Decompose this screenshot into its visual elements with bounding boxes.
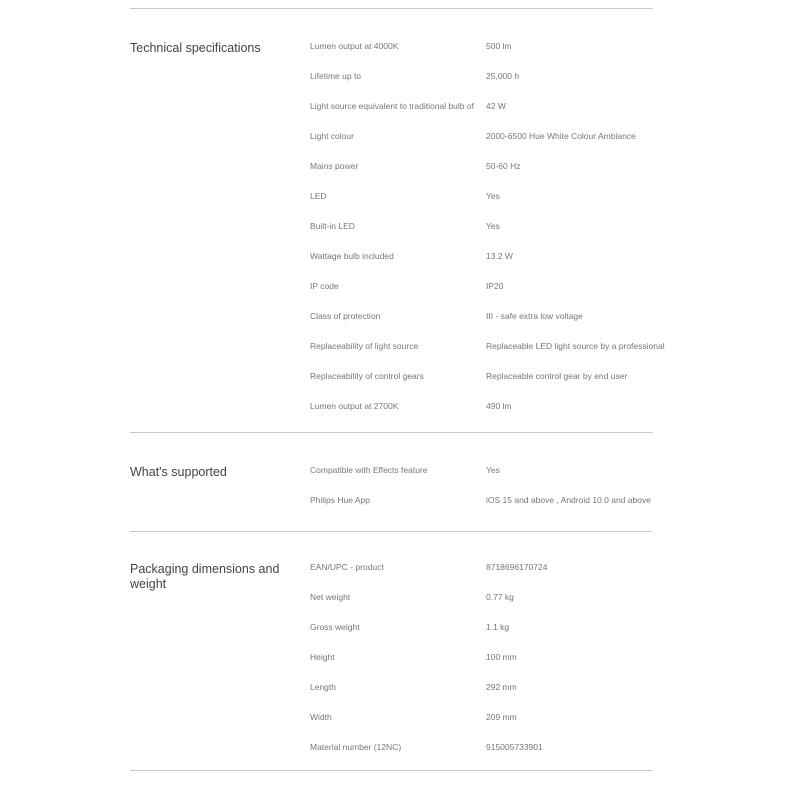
spec-value: IP20 — [486, 281, 504, 291]
spec-row — [310, 340, 665, 370]
spec-row — [310, 651, 653, 681]
spec-value: 500 lm — [486, 41, 512, 51]
section-divider — [130, 531, 653, 532]
spec-row — [310, 591, 653, 621]
spec-label: Light colour — [310, 131, 354, 141]
spec-label: IP code — [310, 281, 339, 291]
spec-label: Wattage bulb included — [310, 251, 394, 261]
spec-list — [310, 464, 653, 524]
spec-value: 13.2 W — [486, 251, 513, 261]
spec-row — [310, 280, 665, 310]
spec-row — [310, 561, 653, 591]
spec-label: Lifetime up to — [310, 71, 362, 81]
spec-row — [310, 160, 665, 190]
spec-label: Width — [310, 712, 332, 722]
spec-value: 915005733901 — [486, 742, 543, 752]
spec-row — [310, 220, 665, 250]
section-title: Packaging dimensions and weight — [130, 562, 280, 591]
spec-row — [310, 494, 653, 524]
section-title: Technical specifications — [130, 41, 261, 55]
spec-row — [310, 464, 653, 494]
spec-value: Replaceable LED light source by a professional — [486, 341, 665, 351]
spec-value: Yes — [486, 191, 500, 201]
spec-value: 8718696170724 — [486, 562, 548, 572]
section-divider — [130, 432, 653, 433]
spec-label: Gross weight — [310, 622, 360, 632]
spec-label: Mains power — [310, 161, 359, 171]
section-divider — [130, 8, 653, 9]
spec-label: Lumen output at 2700K — [310, 401, 399, 411]
spec-row — [310, 310, 665, 340]
section-title: What's supported — [130, 465, 227, 479]
section-packaging-dimensions — [130, 561, 653, 771]
section-technical-specifications — [130, 40, 665, 430]
spec-label: Compatible with Effects feature — [310, 465, 428, 475]
spec-label: Philips Hue App — [310, 495, 371, 505]
spec-value: III - safe extra low voltage — [486, 311, 583, 321]
spec-label: Replaceability of control gears — [310, 371, 424, 381]
spec-row — [310, 711, 653, 741]
spec-value: 209 mm — [486, 712, 517, 722]
spec-row — [310, 40, 665, 70]
spec-value: Replaceable control gear by end user — [486, 371, 628, 381]
spec-label: Lumen output at 4000K — [310, 41, 399, 51]
spec-row — [310, 370, 665, 400]
spec-row — [310, 621, 653, 651]
spec-value: 490 lm — [486, 401, 512, 411]
spec-value: 0.77 kg — [486, 592, 514, 602]
spec-label: Net weight — [310, 592, 351, 602]
spec-label: Height — [310, 652, 335, 662]
spec-row — [310, 70, 665, 100]
spec-row — [310, 130, 665, 160]
spec-label: Light source equivalent to traditional bulb of — [310, 101, 474, 111]
spec-value: 25,000 h — [486, 71, 520, 81]
spec-value: 2000-6500 Hue White Colour Ambiance — [486, 131, 636, 141]
specifications-panel — [130, 0, 665, 771]
section-whats-supported — [130, 464, 653, 524]
spec-row — [310, 681, 653, 711]
spec-row — [310, 190, 665, 220]
spec-label: EAN/UPC - product — [310, 562, 384, 572]
spec-row — [310, 100, 665, 130]
spec-value: 1.1 kg — [486, 622, 510, 632]
spec-label: Material number (12NC) — [310, 742, 402, 752]
spec-value: Yes — [486, 221, 500, 231]
spec-value: Yes — [486, 465, 500, 475]
spec-list — [310, 561, 653, 771]
spec-value: 100 mm — [486, 652, 517, 662]
spec-label: Built-in LED — [310, 221, 355, 231]
spec-label: Length — [310, 682, 336, 692]
spec-label: Class of protection — [310, 311, 381, 321]
spec-value: 42 W — [486, 101, 506, 111]
spec-value: 50-60 Hz — [486, 161, 521, 171]
spec-row — [310, 741, 653, 771]
spec-label: Replaceability of light source — [310, 341, 419, 351]
spec-row — [310, 400, 665, 430]
spec-label: LED — [310, 191, 327, 201]
spec-value: iOS 15 and above , Android 10.0 and above — [486, 495, 651, 505]
spec-value: 292 mm — [486, 682, 517, 692]
spec-row — [310, 250, 665, 280]
spec-list — [310, 40, 665, 430]
